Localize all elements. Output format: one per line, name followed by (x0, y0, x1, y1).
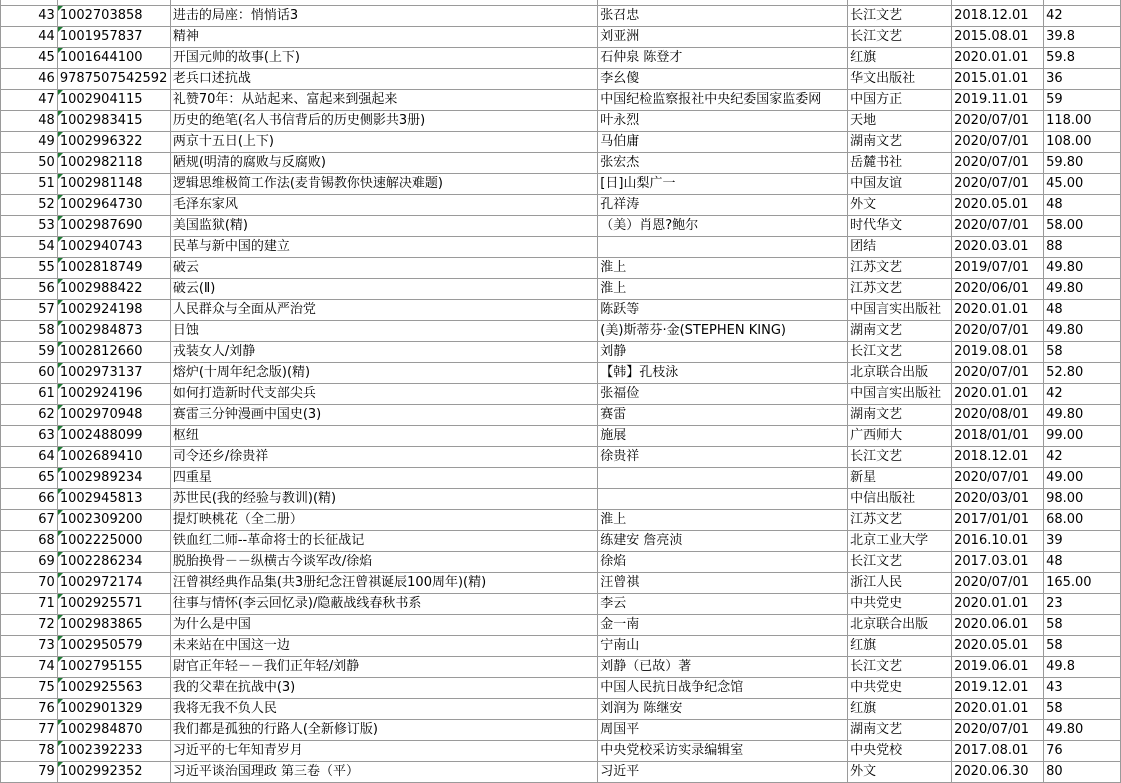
price-cell[interactable]: 58 (1044, 615, 1121, 636)
table-row[interactable] (1, 342, 1121, 363)
row-number-cell[interactable]: 50 (1, 153, 58, 174)
author-cell[interactable]: 中国人民抗日战争纪念馆 (598, 678, 848, 699)
author-cell[interactable]: 习近平 (598, 762, 848, 783)
author-cell[interactable]: 金一南 (598, 615, 848, 636)
author-cell[interactable]: 宁南山 (598, 636, 848, 657)
date-cell[interactable]: 2020.05.01 (952, 636, 1044, 657)
publisher-cell[interactable]: 中国言实出版社 (848, 300, 952, 321)
date-cell[interactable]: 2020.01.01 (952, 48, 1044, 69)
row-number-cell[interactable]: 67 (1, 510, 58, 531)
date-cell[interactable]: 2020.06.30 (952, 762, 1044, 783)
table-row[interactable] (1, 300, 1121, 321)
row-number-cell[interactable]: 54 (1, 237, 58, 258)
date-cell[interactable]: 2018.12.01 (952, 6, 1044, 27)
author-cell[interactable]: 张宏杰 (598, 153, 848, 174)
publisher-cell[interactable]: 江苏文艺 (848, 279, 952, 300)
author-cell[interactable]: 淮上 (598, 279, 848, 300)
date-cell[interactable]: 2020.05.01 (952, 195, 1044, 216)
row-number-cell[interactable]: 57 (1, 300, 58, 321)
publisher-cell[interactable]: 红旗 (848, 699, 952, 720)
date-cell[interactable]: 2020.01.01 (952, 300, 1044, 321)
publisher-cell[interactable]: 红旗 (848, 636, 952, 657)
isbn-cell[interactable]: 1002488099 (57, 426, 170, 447)
publisher-cell[interactable]: 中共党史 (848, 594, 952, 615)
table-row[interactable] (1, 636, 1121, 657)
date-cell[interactable]: 2019.08.01 (952, 342, 1044, 363)
author-cell[interactable]: 叶永烈 (598, 111, 848, 132)
author-cell[interactable]: 中央党校采访实录编辑室 (598, 741, 848, 762)
table-row[interactable] (1, 468, 1121, 489)
isbn-cell[interactable]: 1002983415 (57, 111, 170, 132)
isbn-cell[interactable]: 1002940743 (57, 237, 170, 258)
price-cell[interactable]: 58 (1044, 636, 1121, 657)
title-cell[interactable]: 老兵口述抗战 (170, 69, 597, 90)
publisher-cell[interactable]: 长江文艺 (848, 342, 952, 363)
price-cell[interactable]: 39.8 (1044, 27, 1121, 48)
date-cell[interactable]: 2020.01.01 (952, 594, 1044, 615)
isbn-cell[interactable]: 1002982118 (57, 153, 170, 174)
table-row[interactable] (1, 489, 1121, 510)
title-cell[interactable]: 逻辑思维极简工作法(麦肯锡教你快速解决难题) (170, 174, 597, 195)
author-cell[interactable]: 石仲泉 陈登才 (598, 48, 848, 69)
date-cell[interactable]: 2020.03.01 (952, 237, 1044, 258)
title-cell[interactable]: 日蚀 (170, 321, 597, 342)
table-row[interactable] (1, 363, 1121, 384)
author-cell[interactable]: 赛雷 (598, 405, 848, 426)
date-cell[interactable]: 2015.08.01 (952, 27, 1044, 48)
date-cell[interactable]: 2018.12.01 (952, 447, 1044, 468)
row-number-cell[interactable]: 55 (1, 258, 58, 279)
publisher-cell[interactable]: 北京联合出版 (848, 363, 952, 384)
title-cell[interactable]: 未来站在中国这一边 (170, 636, 597, 657)
publisher-cell[interactable]: 江苏文艺 (848, 510, 952, 531)
price-cell[interactable]: 59 (1044, 90, 1121, 111)
publisher-cell[interactable]: 长江文艺 (848, 552, 952, 573)
title-cell[interactable]: 习近平的七年知青岁月 (170, 741, 597, 762)
isbn-cell[interactable]: 1002924198 (57, 300, 170, 321)
title-cell[interactable]: 陋规(明清的腐败与反腐败) (170, 153, 597, 174)
price-cell[interactable]: 42 (1044, 447, 1121, 468)
date-cell[interactable]: 2020/08/01 (952, 405, 1044, 426)
author-cell[interactable]: 徐焰 (598, 552, 848, 573)
title-cell[interactable]: 为什么是中国 (170, 615, 597, 636)
publisher-cell[interactable]: 长江文艺 (848, 657, 952, 678)
table-row[interactable] (1, 321, 1121, 342)
table-row[interactable] (1, 720, 1121, 741)
isbn-cell[interactable]: 1001644100 (57, 48, 170, 69)
title-cell[interactable]: 如何打造新时代支部尖兵 (170, 384, 597, 405)
row-number-cell[interactable]: 47 (1, 90, 58, 111)
price-cell[interactable]: 99.00 (1044, 426, 1121, 447)
date-cell[interactable]: 2020/07/01 (952, 111, 1044, 132)
author-cell[interactable]: 刘静 (598, 342, 848, 363)
author-cell[interactable]: 施展 (598, 426, 848, 447)
isbn-cell[interactable]: 1002309200 (57, 510, 170, 531)
table-row[interactable] (1, 111, 1121, 132)
isbn-cell[interactable]: 1002904115 (57, 90, 170, 111)
price-cell[interactable]: 49.8 (1044, 657, 1121, 678)
row-number-cell[interactable]: 75 (1, 678, 58, 699)
row-number-cell[interactable]: 53 (1, 216, 58, 237)
row-number-cell[interactable]: 63 (1, 426, 58, 447)
isbn-cell[interactable]: 1002392233 (57, 741, 170, 762)
date-cell[interactable]: 2016.10.01 (952, 531, 1044, 552)
price-cell[interactable]: 42 (1044, 384, 1121, 405)
table-row[interactable] (1, 174, 1121, 195)
author-cell[interactable]: (美)斯蒂芬·金(STEPHEN KING) (598, 321, 848, 342)
date-cell[interactable]: 2015.01.01 (952, 69, 1044, 90)
table-row[interactable] (1, 279, 1121, 300)
title-cell[interactable]: 我的父辈在抗战中(3) (170, 678, 597, 699)
author-cell[interactable]: （美）肖恩?鲍尔 (598, 216, 848, 237)
date-cell[interactable]: 2020.01.01 (952, 384, 1044, 405)
price-cell[interactable]: 48 (1044, 300, 1121, 321)
row-number-cell[interactable]: 60 (1, 363, 58, 384)
price-cell[interactable]: 48 (1044, 195, 1121, 216)
date-cell[interactable]: 2019.12.01 (952, 678, 1044, 699)
title-cell[interactable]: 人民群众与全面从严治党 (170, 300, 597, 321)
publisher-cell[interactable]: 外文 (848, 762, 952, 783)
table-row[interactable] (1, 531, 1121, 552)
table-row[interactable] (1, 69, 1121, 90)
row-number-cell[interactable]: 44 (1, 27, 58, 48)
publisher-cell[interactable]: 新星 (848, 468, 952, 489)
date-cell[interactable]: 2019.06.01 (952, 657, 1044, 678)
row-number-cell[interactable]: 51 (1, 174, 58, 195)
row-number-cell[interactable]: 66 (1, 489, 58, 510)
table-row[interactable] (1, 258, 1121, 279)
publisher-cell[interactable]: 中国言实出版社 (848, 384, 952, 405)
title-cell[interactable]: 历史的绝笔(名人书信背后的历史侧影共3册) (170, 111, 597, 132)
publisher-cell[interactable]: 中国友谊 (848, 174, 952, 195)
title-cell[interactable]: 习近平谈治国理政 第三卷（平） (170, 762, 597, 783)
isbn-cell[interactable]: 1002924196 (57, 384, 170, 405)
title-cell[interactable]: 我们都是孤独的行路人(全新修订版) (170, 720, 597, 741)
price-cell[interactable]: 49.80 (1044, 279, 1121, 300)
row-number-cell[interactable]: 79 (1, 762, 58, 783)
table-row[interactable] (1, 426, 1121, 447)
price-cell[interactable]: 76 (1044, 741, 1121, 762)
date-cell[interactable]: 2017.08.01 (952, 741, 1044, 762)
row-number-cell[interactable]: 70 (1, 573, 58, 594)
publisher-cell[interactable]: 北京联合出版 (848, 615, 952, 636)
date-cell[interactable]: 2020/06/01 (952, 279, 1044, 300)
price-cell[interactable]: 23 (1044, 594, 1121, 615)
isbn-cell[interactable]: 1002964730 (57, 195, 170, 216)
table-row[interactable] (1, 762, 1121, 783)
isbn-cell[interactable]: 1002225000 (57, 531, 170, 552)
date-cell[interactable]: 2020/07/01 (952, 468, 1044, 489)
title-cell[interactable]: 熔炉(十周年纪念版)(精) (170, 363, 597, 384)
table-row[interactable] (1, 552, 1121, 573)
date-cell[interactable]: 2018/01/01 (952, 426, 1044, 447)
isbn-cell[interactable]: 1002950579 (57, 636, 170, 657)
date-cell[interactable]: 2020.01.01 (952, 699, 1044, 720)
table-row[interactable] (1, 741, 1121, 762)
isbn-cell[interactable]: 1002818749 (57, 258, 170, 279)
author-cell[interactable]: 汪曾祺 (598, 573, 848, 594)
price-cell[interactable]: 80 (1044, 762, 1121, 783)
price-cell[interactable]: 49.80 (1044, 405, 1121, 426)
table-row[interactable] (1, 90, 1121, 111)
isbn-cell[interactable]: 1002970948 (57, 405, 170, 426)
publisher-cell[interactable]: 华文出版社 (848, 69, 952, 90)
author-cell[interactable]: 刘亚洲 (598, 27, 848, 48)
date-cell[interactable]: 2020/07/01 (952, 153, 1044, 174)
date-cell[interactable]: 2020/07/01 (952, 321, 1044, 342)
date-cell[interactable]: 2017.03.01 (952, 552, 1044, 573)
title-cell[interactable]: 尉官正年轻－－我们正年轻/刘静 (170, 657, 597, 678)
date-cell[interactable]: 2019/07/01 (952, 258, 1044, 279)
isbn-cell[interactable]: 1002901329 (57, 699, 170, 720)
title-cell[interactable]: 礼赞70年：从站起来、富起来到强起来 (170, 90, 597, 111)
price-cell[interactable]: 45.00 (1044, 174, 1121, 195)
row-number-cell[interactable]: 78 (1, 741, 58, 762)
author-cell[interactable] (598, 237, 848, 258)
date-cell[interactable]: 2020/07/01 (952, 573, 1044, 594)
price-cell[interactable]: 48 (1044, 552, 1121, 573)
table-row[interactable] (1, 237, 1121, 258)
title-cell[interactable]: 我将无我不负人民 (170, 699, 597, 720)
author-cell[interactable]: 【韩】孔枝泳 (598, 363, 848, 384)
price-cell[interactable]: 58 (1044, 342, 1121, 363)
isbn-cell[interactable]: 1002983865 (57, 615, 170, 636)
price-cell[interactable]: 58.00 (1044, 216, 1121, 237)
isbn-cell[interactable]: 1002987690 (57, 216, 170, 237)
title-cell[interactable]: 枢纽 (170, 426, 597, 447)
title-cell[interactable]: 司令还乡/徐贵祥 (170, 447, 597, 468)
price-cell[interactable]: 118.00 (1044, 111, 1121, 132)
row-number-cell[interactable]: 61 (1, 384, 58, 405)
table-row[interactable] (1, 447, 1121, 468)
isbn-cell[interactable]: 1002996322 (57, 132, 170, 153)
table-body (1, 0, 1121, 783)
table-row[interactable] (1, 216, 1121, 237)
table-row[interactable] (1, 153, 1121, 174)
isbn-cell[interactable]: 1002992352 (57, 762, 170, 783)
publisher-cell[interactable]: 中央党校 (848, 741, 952, 762)
row-number-cell[interactable]: 65 (1, 468, 58, 489)
price-cell[interactable]: 68.00 (1044, 510, 1121, 531)
title-cell[interactable]: 美国监狱(精) (170, 216, 597, 237)
author-cell[interactable]: [日]山梨广一 (598, 174, 848, 195)
author-cell[interactable]: 周国平 (598, 720, 848, 741)
isbn-cell[interactable]: 1002689410 (57, 447, 170, 468)
publisher-cell[interactable]: 湖南文艺 (848, 720, 952, 741)
publisher-cell[interactable]: 湖南文艺 (848, 132, 952, 153)
date-cell[interactable]: 2020/07/01 (952, 174, 1044, 195)
price-cell[interactable]: 36 (1044, 69, 1121, 90)
price-cell[interactable]: 43 (1044, 678, 1121, 699)
title-cell[interactable]: 汪曾祺经典作品集(共3册纪念汪曾祺诞辰100周年)(精) (170, 573, 597, 594)
price-cell[interactable]: 39 (1044, 531, 1121, 552)
author-cell[interactable]: 马伯庸 (598, 132, 848, 153)
row-number-cell[interactable]: 43 (1, 6, 58, 27)
author-cell[interactable]: 张福俭 (598, 384, 848, 405)
row-number-cell[interactable]: 46 (1, 69, 58, 90)
price-cell[interactable]: 49.00 (1044, 468, 1121, 489)
title-cell[interactable]: 破云(Ⅱ) (170, 279, 597, 300)
author-cell[interactable]: 淮上 (598, 510, 848, 531)
price-cell[interactable]: 49.80 (1044, 258, 1121, 279)
table-row[interactable] (1, 573, 1121, 594)
date-cell[interactable]: 2020.06.01 (952, 615, 1044, 636)
row-number-cell[interactable]: 59 (1, 342, 58, 363)
publisher-cell[interactable]: 外文 (848, 195, 952, 216)
table-row[interactable] (1, 132, 1121, 153)
publisher-cell[interactable]: 长江文艺 (848, 27, 952, 48)
author-cell[interactable]: 徐贵祥 (598, 447, 848, 468)
price-cell[interactable]: 108.00 (1044, 132, 1121, 153)
isbn-cell[interactable]: 1002984873 (57, 321, 170, 342)
author-cell[interactable] (598, 468, 848, 489)
title-cell[interactable]: 苏世民(我的经验与教训)(精) (170, 489, 597, 510)
publisher-cell[interactable]: 广西师大 (848, 426, 952, 447)
author-cell[interactable]: 陈跃等 (598, 300, 848, 321)
table-row[interactable] (1, 678, 1121, 699)
isbn-cell[interactable]: 1002703858 (57, 6, 170, 27)
row-number-cell[interactable]: 71 (1, 594, 58, 615)
publisher-cell[interactable]: 长江文艺 (848, 6, 952, 27)
table-row[interactable] (1, 384, 1121, 405)
price-cell[interactable]: 165.00 (1044, 573, 1121, 594)
isbn-cell[interactable]: 1002925571 (57, 594, 170, 615)
date-cell[interactable]: 2019.11.01 (952, 90, 1044, 111)
row-number-cell[interactable]: 62 (1, 405, 58, 426)
date-cell[interactable]: 2020/07/01 (952, 363, 1044, 384)
author-cell[interactable]: 淮上 (598, 258, 848, 279)
publisher-cell[interactable]: 中信出版社 (848, 489, 952, 510)
author-cell[interactable]: 中国纪检监察报社中央纪委国家监委网 (598, 90, 848, 111)
row-number-cell[interactable]: 64 (1, 447, 58, 468)
author-cell[interactable]: 张召忠 (598, 6, 848, 27)
isbn-cell[interactable]: 9787507542592 (57, 69, 170, 90)
price-cell[interactable]: 49.80 (1044, 321, 1121, 342)
isbn-cell[interactable]: 1002988422 (57, 279, 170, 300)
row-number-cell[interactable]: 77 (1, 720, 58, 741)
title-cell[interactable]: 脱胎换骨－－纵横古今谈军改/徐焰 (170, 552, 597, 573)
table-row[interactable] (1, 594, 1121, 615)
publisher-cell[interactable]: 中共党史 (848, 678, 952, 699)
price-cell[interactable]: 88 (1044, 237, 1121, 258)
title-cell[interactable]: 破云 (170, 258, 597, 279)
row-number-cell[interactable]: 45 (1, 48, 58, 69)
publisher-cell[interactable]: 天地 (848, 111, 952, 132)
title-cell[interactable]: 毛泽东家风 (170, 195, 597, 216)
publisher-cell[interactable]: 时代华文 (848, 216, 952, 237)
title-cell[interactable]: 四重星 (170, 468, 597, 489)
row-number-cell[interactable]: 68 (1, 531, 58, 552)
publisher-cell[interactable]: 岳麓书社 (848, 153, 952, 174)
author-cell[interactable]: 刘静（已故）著 (598, 657, 848, 678)
row-number-cell[interactable]: 74 (1, 657, 58, 678)
table-row[interactable] (1, 657, 1121, 678)
author-cell[interactable]: 刘润为 陈继安 (598, 699, 848, 720)
date-cell[interactable]: 2020/07/01 (952, 216, 1044, 237)
title-cell[interactable]: 开国元帅的故事(上下) (170, 48, 597, 69)
isbn-cell[interactable]: 1002973137 (57, 363, 170, 384)
date-cell[interactable]: 2020/07/01 (952, 720, 1044, 741)
publisher-cell[interactable]: 湖南文艺 (848, 321, 952, 342)
isbn-cell[interactable]: 1002945813 (57, 489, 170, 510)
table-row[interactable] (1, 48, 1121, 69)
table-row[interactable] (1, 27, 1121, 48)
row-number-cell[interactable]: 48 (1, 111, 58, 132)
title-cell[interactable]: 戎装女人/刘静 (170, 342, 597, 363)
title-cell[interactable]: 进击的局座：悄悄话3 (170, 6, 597, 27)
row-number-cell[interactable]: 72 (1, 615, 58, 636)
table-row[interactable] (1, 6, 1121, 27)
author-cell[interactable]: 李幺傻 (598, 69, 848, 90)
price-cell[interactable]: 52.80 (1044, 363, 1121, 384)
row-number-cell[interactable]: 52 (1, 195, 58, 216)
table-row[interactable] (1, 510, 1121, 531)
publisher-cell[interactable]: 团结 (848, 237, 952, 258)
price-cell[interactable]: 59.80 (1044, 153, 1121, 174)
date-cell[interactable]: 2020/03/01 (952, 489, 1044, 510)
isbn-cell[interactable]: 1001957837 (57, 27, 170, 48)
date-cell[interactable]: 2017/01/01 (952, 510, 1044, 531)
price-cell[interactable]: 58 (1044, 699, 1121, 720)
table-row[interactable] (1, 699, 1121, 720)
publisher-cell[interactable]: 红旗 (848, 48, 952, 69)
row-number-cell[interactable]: 73 (1, 636, 58, 657)
price-cell[interactable]: 49.80 (1044, 720, 1121, 741)
price-cell[interactable]: 42 (1044, 6, 1121, 27)
table-row[interactable] (1, 615, 1121, 636)
table-row[interactable] (1, 195, 1121, 216)
isbn-cell[interactable]: 1002795155 (57, 657, 170, 678)
row-number-cell[interactable]: 58 (1, 321, 58, 342)
publisher-cell[interactable]: 江苏文艺 (848, 258, 952, 279)
isbn-cell[interactable]: 1002812660 (57, 342, 170, 363)
title-cell[interactable]: 往事与情怀(李云回忆录)/隐蔽战线春秋书系 (170, 594, 597, 615)
title-cell[interactable]: 赛雷三分钟漫画中国史(3) (170, 405, 597, 426)
author-cell[interactable]: 李云 (598, 594, 848, 615)
row-number-cell[interactable]: 49 (1, 132, 58, 153)
title-cell[interactable]: 精神 (170, 27, 597, 48)
price-cell[interactable]: 98.00 (1044, 489, 1121, 510)
isbn-cell[interactable]: 1002989234 (57, 468, 170, 489)
price-cell[interactable]: 59.8 (1044, 48, 1121, 69)
publisher-cell[interactable]: 中国方正 (848, 90, 952, 111)
title-cell[interactable]: 铁血红二师--革命将士的长征战记 (170, 531, 597, 552)
date-cell[interactable]: 2020/07/01 (952, 132, 1044, 153)
isbn-cell[interactable]: 1002981148 (57, 174, 170, 195)
row-number-cell[interactable]: 56 (1, 279, 58, 300)
title-cell[interactable]: 民革与新中国的建立 (170, 237, 597, 258)
isbn-cell[interactable]: 1002984870 (57, 720, 170, 741)
author-cell[interactable]: 孔祥涛 (598, 195, 848, 216)
isbn-cell[interactable]: 1002925563 (57, 678, 170, 699)
publisher-cell[interactable]: 北京工业大学 (848, 531, 952, 552)
author-cell[interactable]: 练建安 詹亮浈 (598, 531, 848, 552)
publisher-cell[interactable]: 浙江人民 (848, 573, 952, 594)
table-row[interactable] (1, 405, 1121, 426)
isbn-cell[interactable]: 1002972174 (57, 573, 170, 594)
row-number-cell[interactable]: 76 (1, 699, 58, 720)
isbn-cell[interactable]: 1002286234 (57, 552, 170, 573)
publisher-cell[interactable]: 长江文艺 (848, 447, 952, 468)
author-cell[interactable] (598, 489, 848, 510)
publisher-cell[interactable]: 湖南文艺 (848, 405, 952, 426)
title-cell[interactable]: 两京十五日(上下) (170, 132, 597, 153)
title-cell[interactable]: 提灯映桃花（全二册） (170, 510, 597, 531)
row-number-cell[interactable]: 69 (1, 552, 58, 573)
